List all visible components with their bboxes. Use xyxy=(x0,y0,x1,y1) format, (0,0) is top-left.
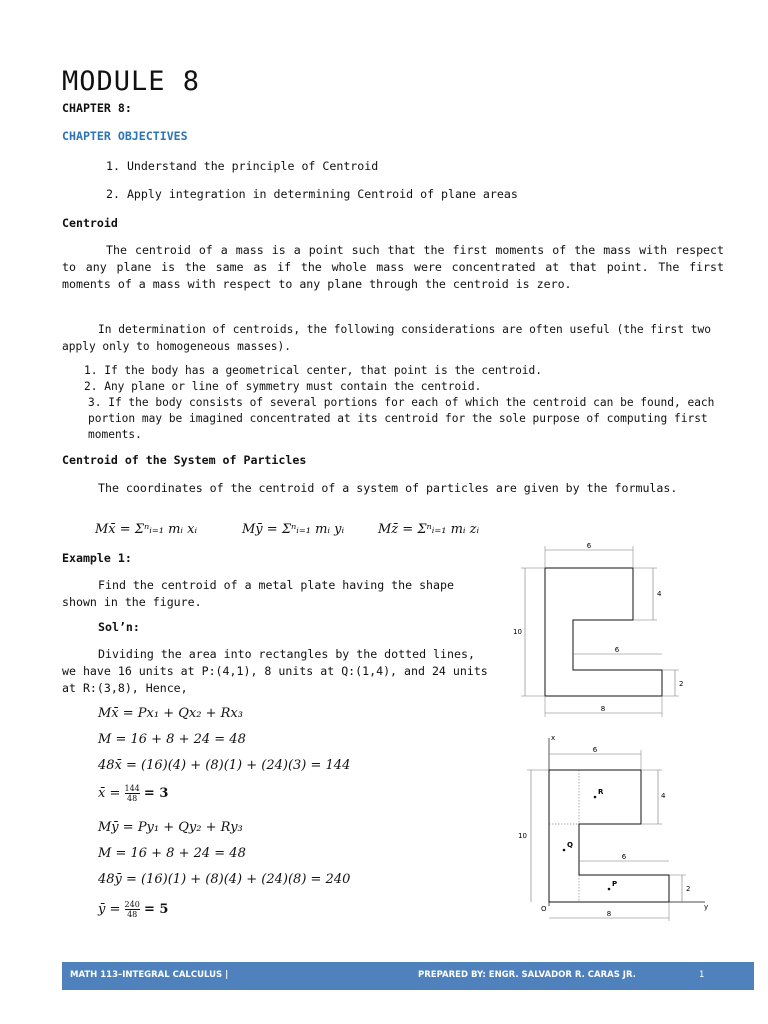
objective-2: 2. Apply integration in determining Centroid of plane areas xyxy=(106,187,518,201)
formula-y: Mȳ = Σⁿᵢ₌₁ mᵢ yᵢ xyxy=(242,522,345,537)
equation-5: Mȳ = Py₁ + Qy₂ + Ry₃ xyxy=(98,820,243,835)
equation-2: M = 16 + 8 + 24 = 48 xyxy=(98,732,246,747)
origin-label: O xyxy=(541,905,547,913)
plate-outline xyxy=(545,568,662,696)
figure-2-plate-axes xyxy=(505,732,715,922)
footer-course: MATH 113–INTEGRAL CALCULUS | xyxy=(70,970,229,980)
label-r: R xyxy=(598,788,604,796)
footer-prepared-by: PREPARED BY: ENGR. SALVADOR R. CARAS JR. xyxy=(418,970,636,980)
page-footer xyxy=(62,962,754,990)
equation-8 xyxy=(98,900,168,919)
equation-7: 48ȳ = (16)(1) + (8)(4) + (24)(8) = 240 xyxy=(98,872,351,887)
label-p: P xyxy=(612,880,618,888)
dim-label-top: 6 xyxy=(586,542,592,550)
equation-result: = 5 xyxy=(143,902,169,917)
centroid-paragraph-1: The centroid of a mass is a point such that the first moments of the mass with respect to any plane is the same as if the whole mass were concentrated at that point. The first moments of a mass with respect to any plane through the centroid is zero. xyxy=(62,243,724,291)
dim-label-bottom: 8 xyxy=(600,705,606,713)
equation-lhs: ȳ = xyxy=(98,902,125,917)
fraction-numerator: 144 xyxy=(124,784,140,793)
objectives-heading: CHAPTER OBJECTIVES xyxy=(62,129,188,143)
fraction-numerator: 240 xyxy=(124,900,140,909)
equation-result: = 3 xyxy=(143,786,169,801)
objective-1: 1. Understand the principle of Centroid xyxy=(106,159,379,173)
dim-label-right: 4 xyxy=(657,590,662,598)
fraction xyxy=(125,900,140,919)
chapter-label: CHAPTER 8: xyxy=(62,101,132,115)
dim-label-top: 6 xyxy=(592,746,598,754)
particles-heading: Centroid of the System of Particles xyxy=(62,453,307,467)
formula-z: Mz̄ = Σⁿᵢ₌₁ mᵢ zᵢ xyxy=(378,522,480,537)
formula-x: Mx̄ = Σⁿᵢ₌₁ mᵢ xᵢ xyxy=(95,522,198,537)
point-q xyxy=(563,849,566,852)
list-item: 3. If the body consists of several portions for each of which the centroid can be found, each portion may be imagined concentrated at its centroid for the sole purpose of computing first moments. xyxy=(88,396,715,441)
solution-label: Sol’n: xyxy=(98,620,140,634)
fraction-denominator: 48 xyxy=(127,910,138,919)
footer-page-number: 1 xyxy=(699,970,705,980)
equation-1: Mx̄ = Px₁ + Qx₂ + Rx₃ xyxy=(98,706,243,721)
fraction xyxy=(125,784,140,803)
axis-label-x: x xyxy=(551,734,556,742)
solution-text: Dividing the area into rectangles by the dotted lines, we have 16 units at P:(4,1), 8 units at Q:(1,4), and 24 units at R:(3,8), Hence, xyxy=(62,647,488,695)
label-q: Q xyxy=(567,841,573,849)
dim-label-inner: 6 xyxy=(621,853,627,861)
list-item: 2. Any plane or line of symmetry must contain the centroid. xyxy=(84,380,482,393)
list-item: 1. If the body has a geometrical center, that point is the centroid. xyxy=(84,364,543,377)
dim-label-bottom: 8 xyxy=(606,910,612,918)
equation-3: 48x̄ = (16)(4) + (8)(1) + (24)(3) = 144 xyxy=(98,758,351,773)
example-problem: Find the centroid of a metal plate having the shape shown in the figure. xyxy=(62,578,454,609)
module-title: MODULE 8 xyxy=(62,66,201,97)
dim-label-small: 2 xyxy=(679,680,684,688)
dim-label-right: 4 xyxy=(661,792,666,800)
dim-label-left: 10 xyxy=(513,628,522,636)
figure-1-plate xyxy=(505,540,705,730)
centroid-paragraph-2: In determination of centroids, the following considerations are often useful (the first two apply only to homogeneous masses). xyxy=(62,323,711,353)
equation-4 xyxy=(98,784,168,803)
example-heading: Example 1: xyxy=(62,551,132,565)
equation-lhs: x̄ = xyxy=(98,786,125,801)
point-p xyxy=(608,888,611,891)
particles-paragraph: The coordinates of the centroid of a system of particles are given by the formulas. xyxy=(98,481,678,495)
equation-6: M = 16 + 8 + 24 = 48 xyxy=(98,846,246,861)
centroid-heading: Centroid xyxy=(62,216,118,230)
point-r xyxy=(594,796,597,799)
dim-label-inner: 6 xyxy=(614,646,620,654)
dim-label-small: 2 xyxy=(686,885,691,893)
centroid-list xyxy=(84,363,724,443)
plate-outline xyxy=(549,770,669,902)
dim-label-left: 10 xyxy=(518,832,527,840)
axis-label-y: y xyxy=(704,903,709,911)
fraction-denominator: 48 xyxy=(127,794,138,803)
